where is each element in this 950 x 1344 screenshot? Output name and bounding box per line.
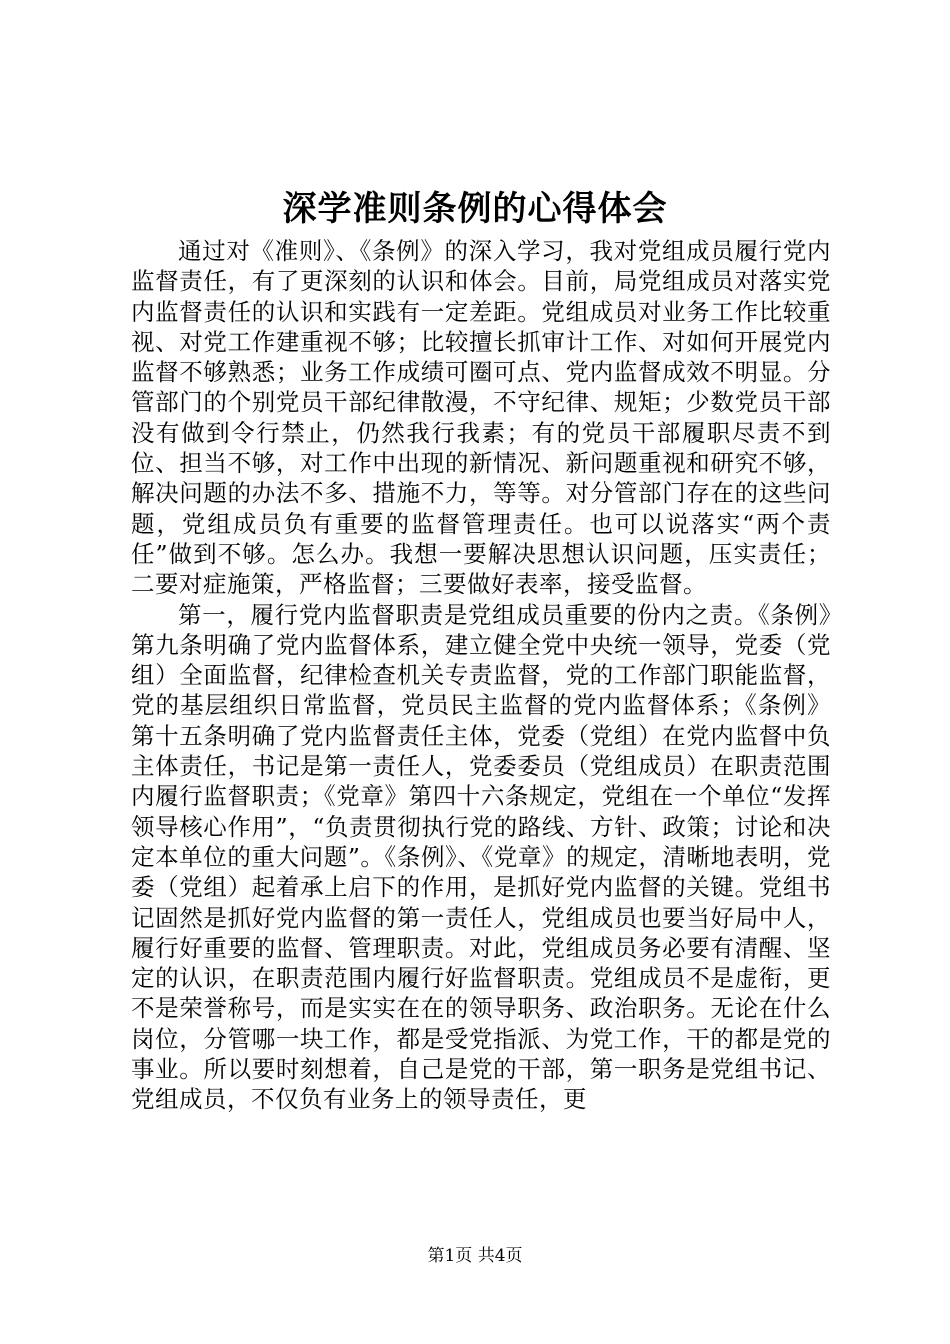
page-footer: 第1页 共4页 (427, 1246, 523, 1266)
document-title: 深学准则条例的心得体会 (282, 189, 668, 229)
paragraph-1: 通过对《准则》、《条例》的深入学习，我对党组成员履行党内监督责任，有了更深刻的认识和体会。目前，局党组成员对落实党内监督责任的认识和实践有一定差距。党组成员对业务工作比较重视、对党工作建重视不够；比较擅长抓审计工作、对如何开展党内监督不够熟悉；业务工作成绩可圈可点、党内监督成效不明显。分管部门的个别党员干部纪律散漫，不守纪律、规矩；少数党员干部没有做到令行禁止，仍然我行我素；有的党员干部履职尽责不到位、担当不够，对工作中出现的新情况、新问题重视和研究不够，解决问题的办法不多、措施不力，等等。对分管部门存在的这些问题，党组成员负有重要的监督管理责任。也可以说落实“两个责任”做到不够。怎么办。我想一要解决思想认识问题，压实责任；二要对症施策，严格监督；三要做好表率，接受监督。 (131, 237, 831, 599)
paragraph-2: 第一，履行党内监督职责是党组成员重要的份内之责。《条例》第九条明确了党内监督体系，建立健全党中央统一领导，党委（党组）全面监督，纪律检查机关专责监督，党的工作部门职能监督，党的基层组织日常监督，党员民主监督的党内监督体系；《条例》第十五条明确了党内监督责任主体，党委（党组）在党内监督中负主体责任，书记是第一责任人，党委委员（党组成员）在职责范围内履行监督职责；《党章》第四十六条规定，党组在一个单位“发挥领导核心作用”，“负责贯彻执行党的路线、方针、政策；讨论和决定本单位的重大问题”。《条例》、《党章》的规定，清晰地表明，党委（党组）起着承上启下的作用，是抓好党内监督的关键。党组书记固然是抓好党内监督的第一责任人，党组成员也要当好局中人，履行好重要的监督、管理职责。对此，党组成员务必要有清醒、坚定的认识，在职责范围内履行好监督职责。党组成员不是虚衔，更不是荣誉称号，而是实实在在的领导职务、政治职务。无论在什么岗位，分管哪一块工作，都是受党指派、为党工作，干的都是党的事业。所以要时刻想着，自己是党的干部，第一职务是党组书记、党组成员，不仅负有业务上的领导责任，更 (131, 600, 831, 1114)
document-body (131, 236, 831, 1115)
